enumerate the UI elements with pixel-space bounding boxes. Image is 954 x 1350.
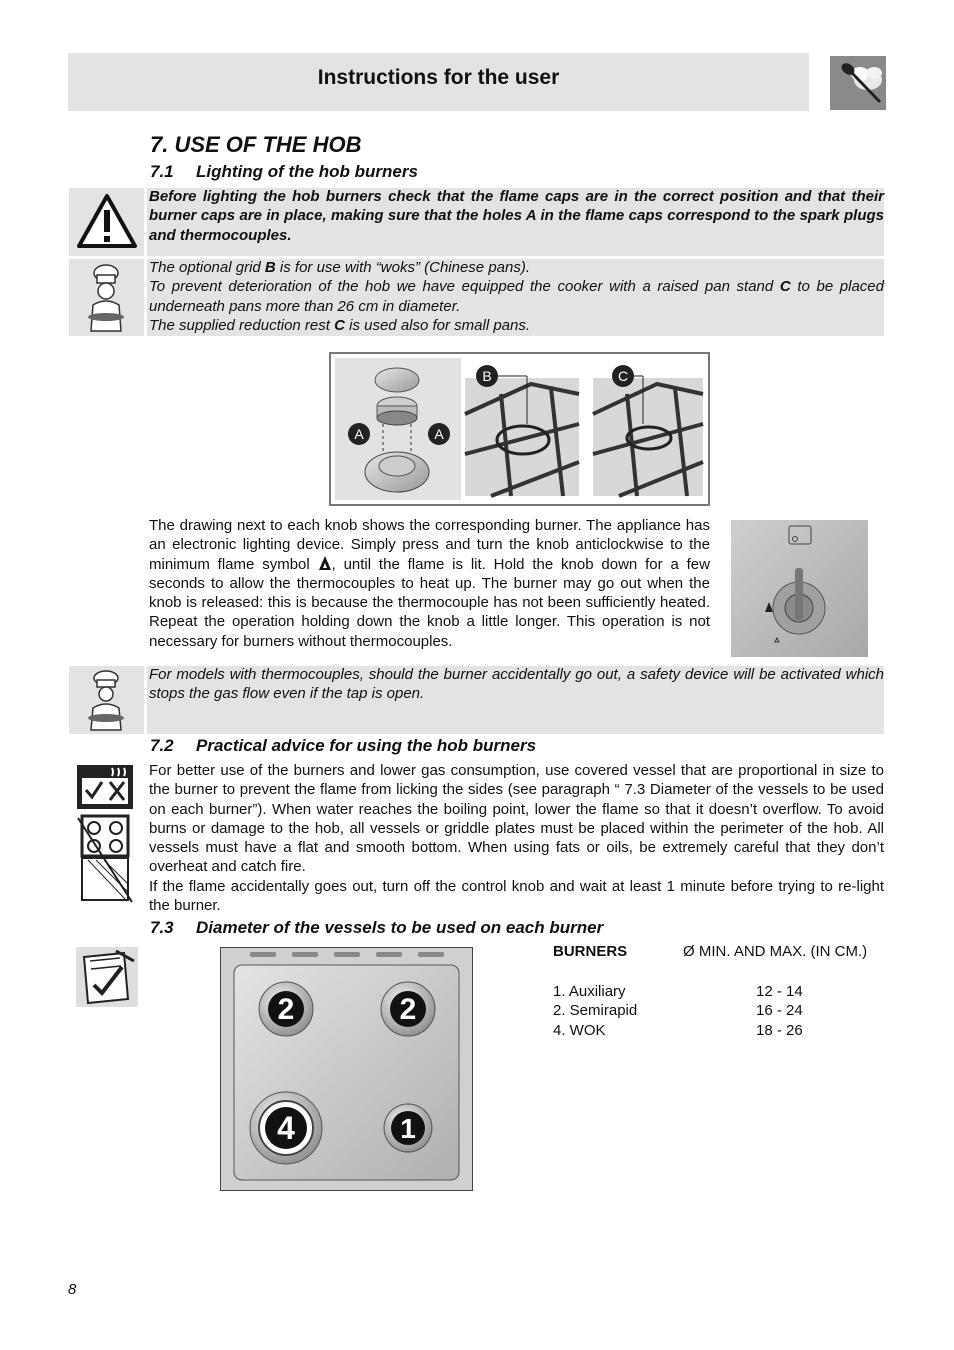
chef-spoon-icon <box>830 56 886 110</box>
subsection-heading: Diameter of the vessels to be used on each burner <box>196 918 604 937</box>
hob-burner-number: 2 <box>277 993 295 1026</box>
min-flame-icon <box>318 555 332 571</box>
table-row <box>553 1022 867 1042</box>
hob-burner-number: 2 <box>399 993 417 1026</box>
table-cell: 1. Auxiliary <box>553 982 626 1000</box>
lighting-paragraph: The drawing next to each knob shows the corresponding burner. The appliance has an electronic lighting device. Simply press and turn the knob anticlockwise to the minimum flame symbol , until the flame is lit. Hold the knob down for a few seconds to allow the thermocouples to heat up. The burner may go out when the knob is released: this is because the thermocouple has not been sufficiently heated. Repeat the operation holding down the knob a little longer. This operation is not necessary for burners without thermocouples. <box>149 517 710 650</box>
practical-advice-text <box>149 761 884 915</box>
page-number: 8 <box>68 1281 77 1298</box>
chef-icon-box <box>69 666 144 734</box>
table-cell: 4. WOK <box>553 1021 606 1039</box>
hob-diagram <box>220 947 473 1191</box>
subsection-number: 7.1 <box>150 162 174 181</box>
header-title: Instructions for the user <box>317 66 560 89</box>
note-text <box>149 258 884 335</box>
table-header-cell: BURNERS <box>553 943 628 960</box>
table-cell: 18 - 26 <box>756 1021 803 1039</box>
burner-figure <box>329 352 710 506</box>
table-cell: 2. Semirapid <box>553 1002 638 1019</box>
pan-advice-icons <box>76 764 134 904</box>
note-line: The optional grid B is for use with “woks” (Chinese pans). <box>149 259 531 276</box>
subsection-title-7-1 <box>150 162 418 182</box>
note-line: The supplied reduction rest C is used also for small pans. <box>149 316 531 334</box>
figure-label-a: A <box>434 426 444 442</box>
knob-image <box>731 520 868 657</box>
figure-label-b: B <box>482 368 492 384</box>
subsection-title-7-3 <box>150 918 603 938</box>
table-row <box>553 983 867 1003</box>
section-title: 7. USE OF THE HOB <box>150 132 362 157</box>
table-header-row <box>553 943 867 963</box>
hob-burner-number: 1 <box>400 1113 416 1144</box>
burner-table <box>553 943 867 1041</box>
notepad-check-icon <box>76 947 138 1007</box>
chef-icon-box <box>69 259 144 336</box>
hob-burner-number: 4 <box>277 1110 295 1146</box>
warning-text: Before lighting the hob burners check that the flame caps are in the correct position and that their burner caps are in place, making sure that the holes A in the flame caps correspond to the spark plugs and thermocouples. <box>149 188 884 244</box>
subsection-heading: Lighting of the hob burners <box>196 162 418 181</box>
advice-paragraph: For better use of the burners and lower gas consumption, use covered vessel that are proportional in size to the burner to prevent the flame from licking the sides (see paragraph “ 7.3 Diameter of the vessels to be used on each burner”). When water reaches the boiling point, lower the flame so that it doesn’t overflow. To avoid burns or damage to the hob, all vessels or griddle plates must be placed within the perimeter of the hob. All vessels must have a flat and smooth bottom. When using fats or oils, be extremely careful that they don’t overheat and catch fire. <box>149 762 884 876</box>
table-cell: 12 - 14 <box>756 982 803 1000</box>
figure-label-a: A <box>354 426 364 442</box>
warning-icon-box <box>69 188 144 256</box>
subsection-number: 7.2 <box>150 736 174 755</box>
table-row <box>553 1002 867 1022</box>
note-line: To prevent deterioration of the hob we have equipped the cooker with a raised pan stand C to be placed underneath pans more than 26 cm in diameter. <box>149 278 884 315</box>
subsection-number: 7.3 <box>150 918 174 937</box>
figure-label-c: C <box>617 368 629 384</box>
thermocouple-note: For models with thermocouples, should the burner accidentally go out, a safety device will be activated which stops the gas flow even if the tap is open. <box>149 666 884 703</box>
warning-triangle-icon <box>69 188 144 256</box>
table-header-cell: Ø MIN. AND MAX. (IN CM.) <box>683 943 868 960</box>
subsection-heading: Practical advice for using the hob burners <box>196 736 537 755</box>
chef-icon <box>69 666 144 734</box>
subsection-title-7-2 <box>150 736 536 756</box>
chef-icon <box>69 259 144 336</box>
table-cell: 16 - 24 <box>756 1002 803 1019</box>
advice-paragraph: If the flame accidentally goes out, turn off the control knob and wait at least 1 minute before trying to re-light the burner. <box>149 877 884 915</box>
